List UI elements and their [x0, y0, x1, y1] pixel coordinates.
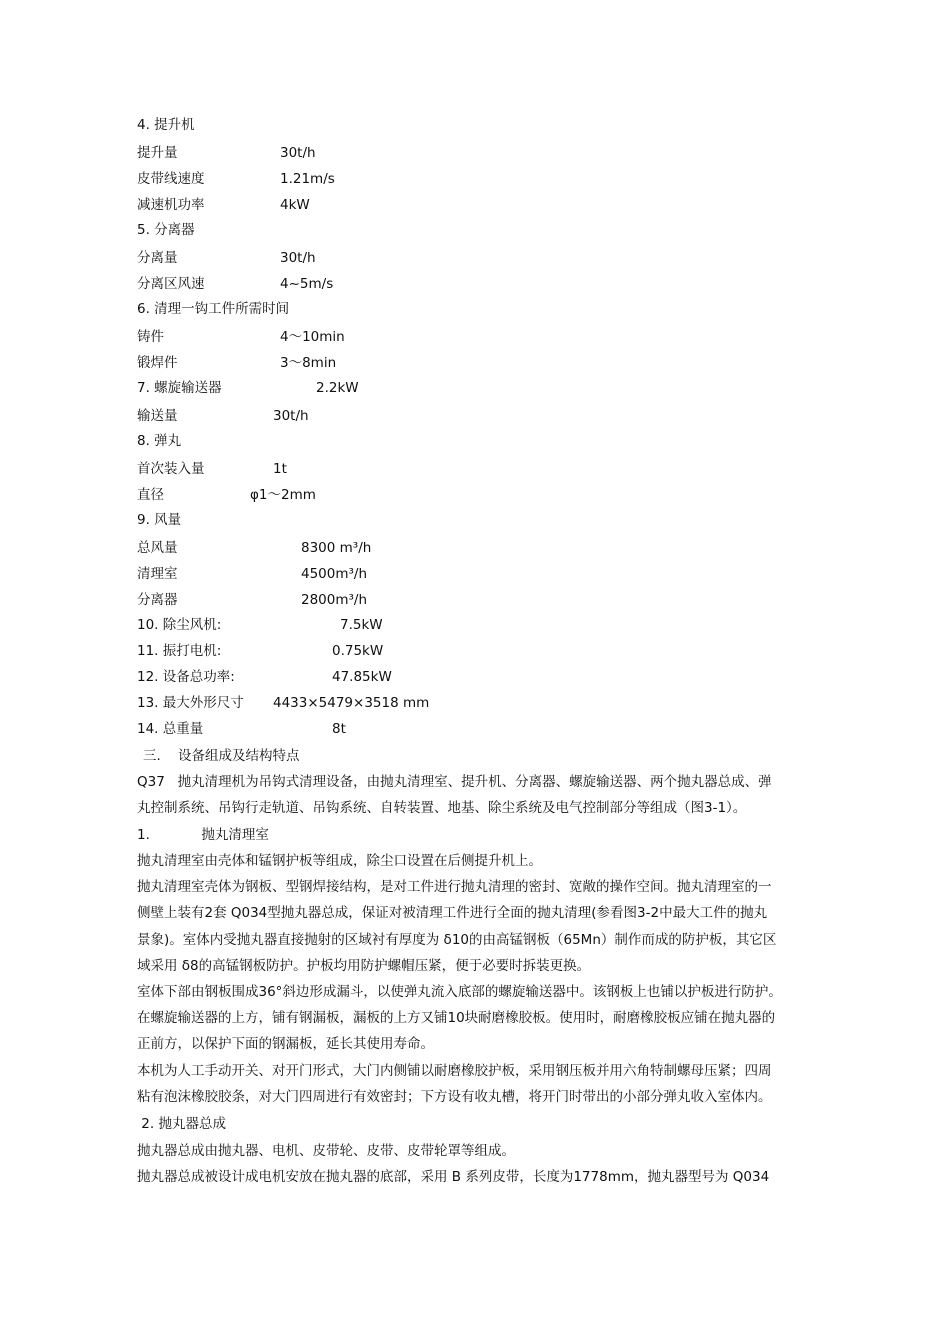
spec-value: 4~5m/s [280, 276, 334, 292]
spec-value: 1t [273, 461, 287, 477]
spec-value: 4～10min [280, 329, 345, 345]
spec-value: 2800m³/h [301, 592, 368, 608]
spec-value: 4433×5479×3518 mm [273, 695, 430, 711]
spec-value: 8300 m³/h [301, 540, 372, 556]
subsection-body [137, 1138, 817, 1190]
subsection-heading: 2. 抛丸器总成 [137, 1116, 226, 1132]
spec-label: 首次装入量 [137, 461, 205, 477]
spec-value: 30t/h [280, 250, 316, 266]
spec-label: 分离量 [137, 250, 178, 266]
spec-label: 直径 [137, 487, 164, 503]
spec-label: 铸件 [137, 329, 164, 345]
spec-label: 输送量 [137, 408, 178, 424]
spec-label: 11. 振打电机: [137, 643, 222, 659]
spec-value: 4kW [280, 197, 310, 213]
spec-heading: 7. 螺旋输送器 [137, 380, 222, 396]
spec-heading: 6. 清理一钩工件所需时间 [137, 301, 290, 317]
spec-label: 清理室 [137, 566, 178, 582]
spec-value: 30t/h [280, 145, 316, 161]
spec-heading: 5. 分离器 [137, 222, 195, 238]
spec-value: 2.2kW [316, 380, 359, 396]
spec-label: 皮带线速度 [137, 171, 205, 187]
spec-label: 10. 除尘风机: [137, 617, 222, 633]
spec-label: 分离器 [137, 592, 178, 608]
text-line: 本机为人工手动开关、对开门形式，大门内侧铺以耐磨橡胶护板，采用钢压板并用六角特制螺母压紧；四周 [137, 1062, 772, 1079]
spec-label: 总风量 [137, 540, 178, 556]
text-line: 丸控制系统、吊钩行走轨道、吊钩系统、自转装置、地基、除尘系统及电气控制部分等组成（图3-1）。 [137, 800, 747, 817]
intro-paragraph [137, 769, 817, 821]
spec-label: 13. 最大外形尺寸 [137, 695, 244, 711]
spec-label: 提升量 [137, 145, 178, 161]
text-line: 正前方，以保护下面的钢漏板，延长其使用寿命。 [137, 1036, 434, 1053]
text-line: 室体下部由钢板围成36°斜边形成漏斗，以使弹丸流入底部的螺旋输送器中。该钢板上也铺以护板进行防护。 [137, 984, 782, 1001]
text-line: 在螺旋输送器的上方，铺有钢漏板，漏板的上方又铺10块耐磨橡胶板。使用时，耐磨橡胶板应铺在抛丸器的 [137, 1010, 776, 1027]
spec-value: φ1～2mm [250, 487, 316, 503]
text-line: Q37 抛丸清理机为吊钩式清理设备，由抛丸清理室、提升机、分离器、螺旋输送器、两个抛丸器总成、弹 [137, 774, 772, 790]
spec-heading: 9. 风量 [137, 512, 182, 528]
spec-value: 3～8min [280, 355, 337, 371]
spec-label: 减速机功率 [137, 197, 205, 213]
spec-value: 8t [332, 721, 346, 737]
spec-label: 14. 总重量 [137, 721, 204, 737]
text-line: 景象)。室体内受抛丸器直接抛射的区域衬有厚度为 δ10的由高锰钢板（65Mn）制作而成的防护板，其它区 [137, 931, 777, 948]
spec-heading: 4. 提升机 [137, 117, 195, 133]
section-heading: 三. 设备组成及结构特点 [143, 748, 300, 764]
text-line: 域采用 δ8的高锰钢板防护。护板均用防护螺帽压紧，便于必要时拆装更换。 [137, 957, 591, 974]
text-line: 侧壁上装有2套 Q034型抛丸器总成，保证对被清理工件进行全面的抛丸清理(参看图3-2中最大工件的抛丸 [137, 905, 768, 922]
spec-value: 1.21m/s [280, 171, 335, 187]
spec-heading: 8. 弹丸 [137, 433, 182, 449]
text-line: 抛丸器总成由抛丸器、电机、皮带轮、皮带、皮带轮罩等组成。 [137, 1143, 515, 1159]
text-line: 抛丸清理室由壳体和锰钢护板等组成，除尘口设置在后侧提升机上。 [137, 853, 542, 869]
spec-value: 30t/h [273, 408, 309, 424]
spec-value: 47.85kW [332, 669, 392, 685]
subsection-body [137, 848, 817, 1110]
spec-label: 锻焊件 [137, 355, 178, 371]
text-line: 抛丸器总成被设计成电机安放在抛丸器的底部，采用 B 系列皮带，长度为1778mm，抛丸器型号为 Q034 [137, 1169, 770, 1186]
spec-label: 12. 设备总功率: [137, 669, 235, 685]
spec-value: 4500m³/h [301, 566, 368, 582]
spec-value: 0.75kW [332, 643, 384, 659]
subsection-heading: 1. 抛丸清理室 [137, 827, 269, 843]
spec-label: 分离区风速 [137, 276, 205, 292]
text-line: 粘有泡沫橡胶胶条，对大门四周进行有效密封；下方设有收丸槽，将开门时带出的小部分弹丸收入室体内。 [137, 1088, 772, 1105]
text-line: 抛丸清理室壳体为钢板、型钢焊接结构，是对工件进行抛丸清理的密封、宽敞的操作空间。抛丸清理室的一 [137, 879, 772, 896]
spec-value: 7.5kW [340, 617, 383, 633]
